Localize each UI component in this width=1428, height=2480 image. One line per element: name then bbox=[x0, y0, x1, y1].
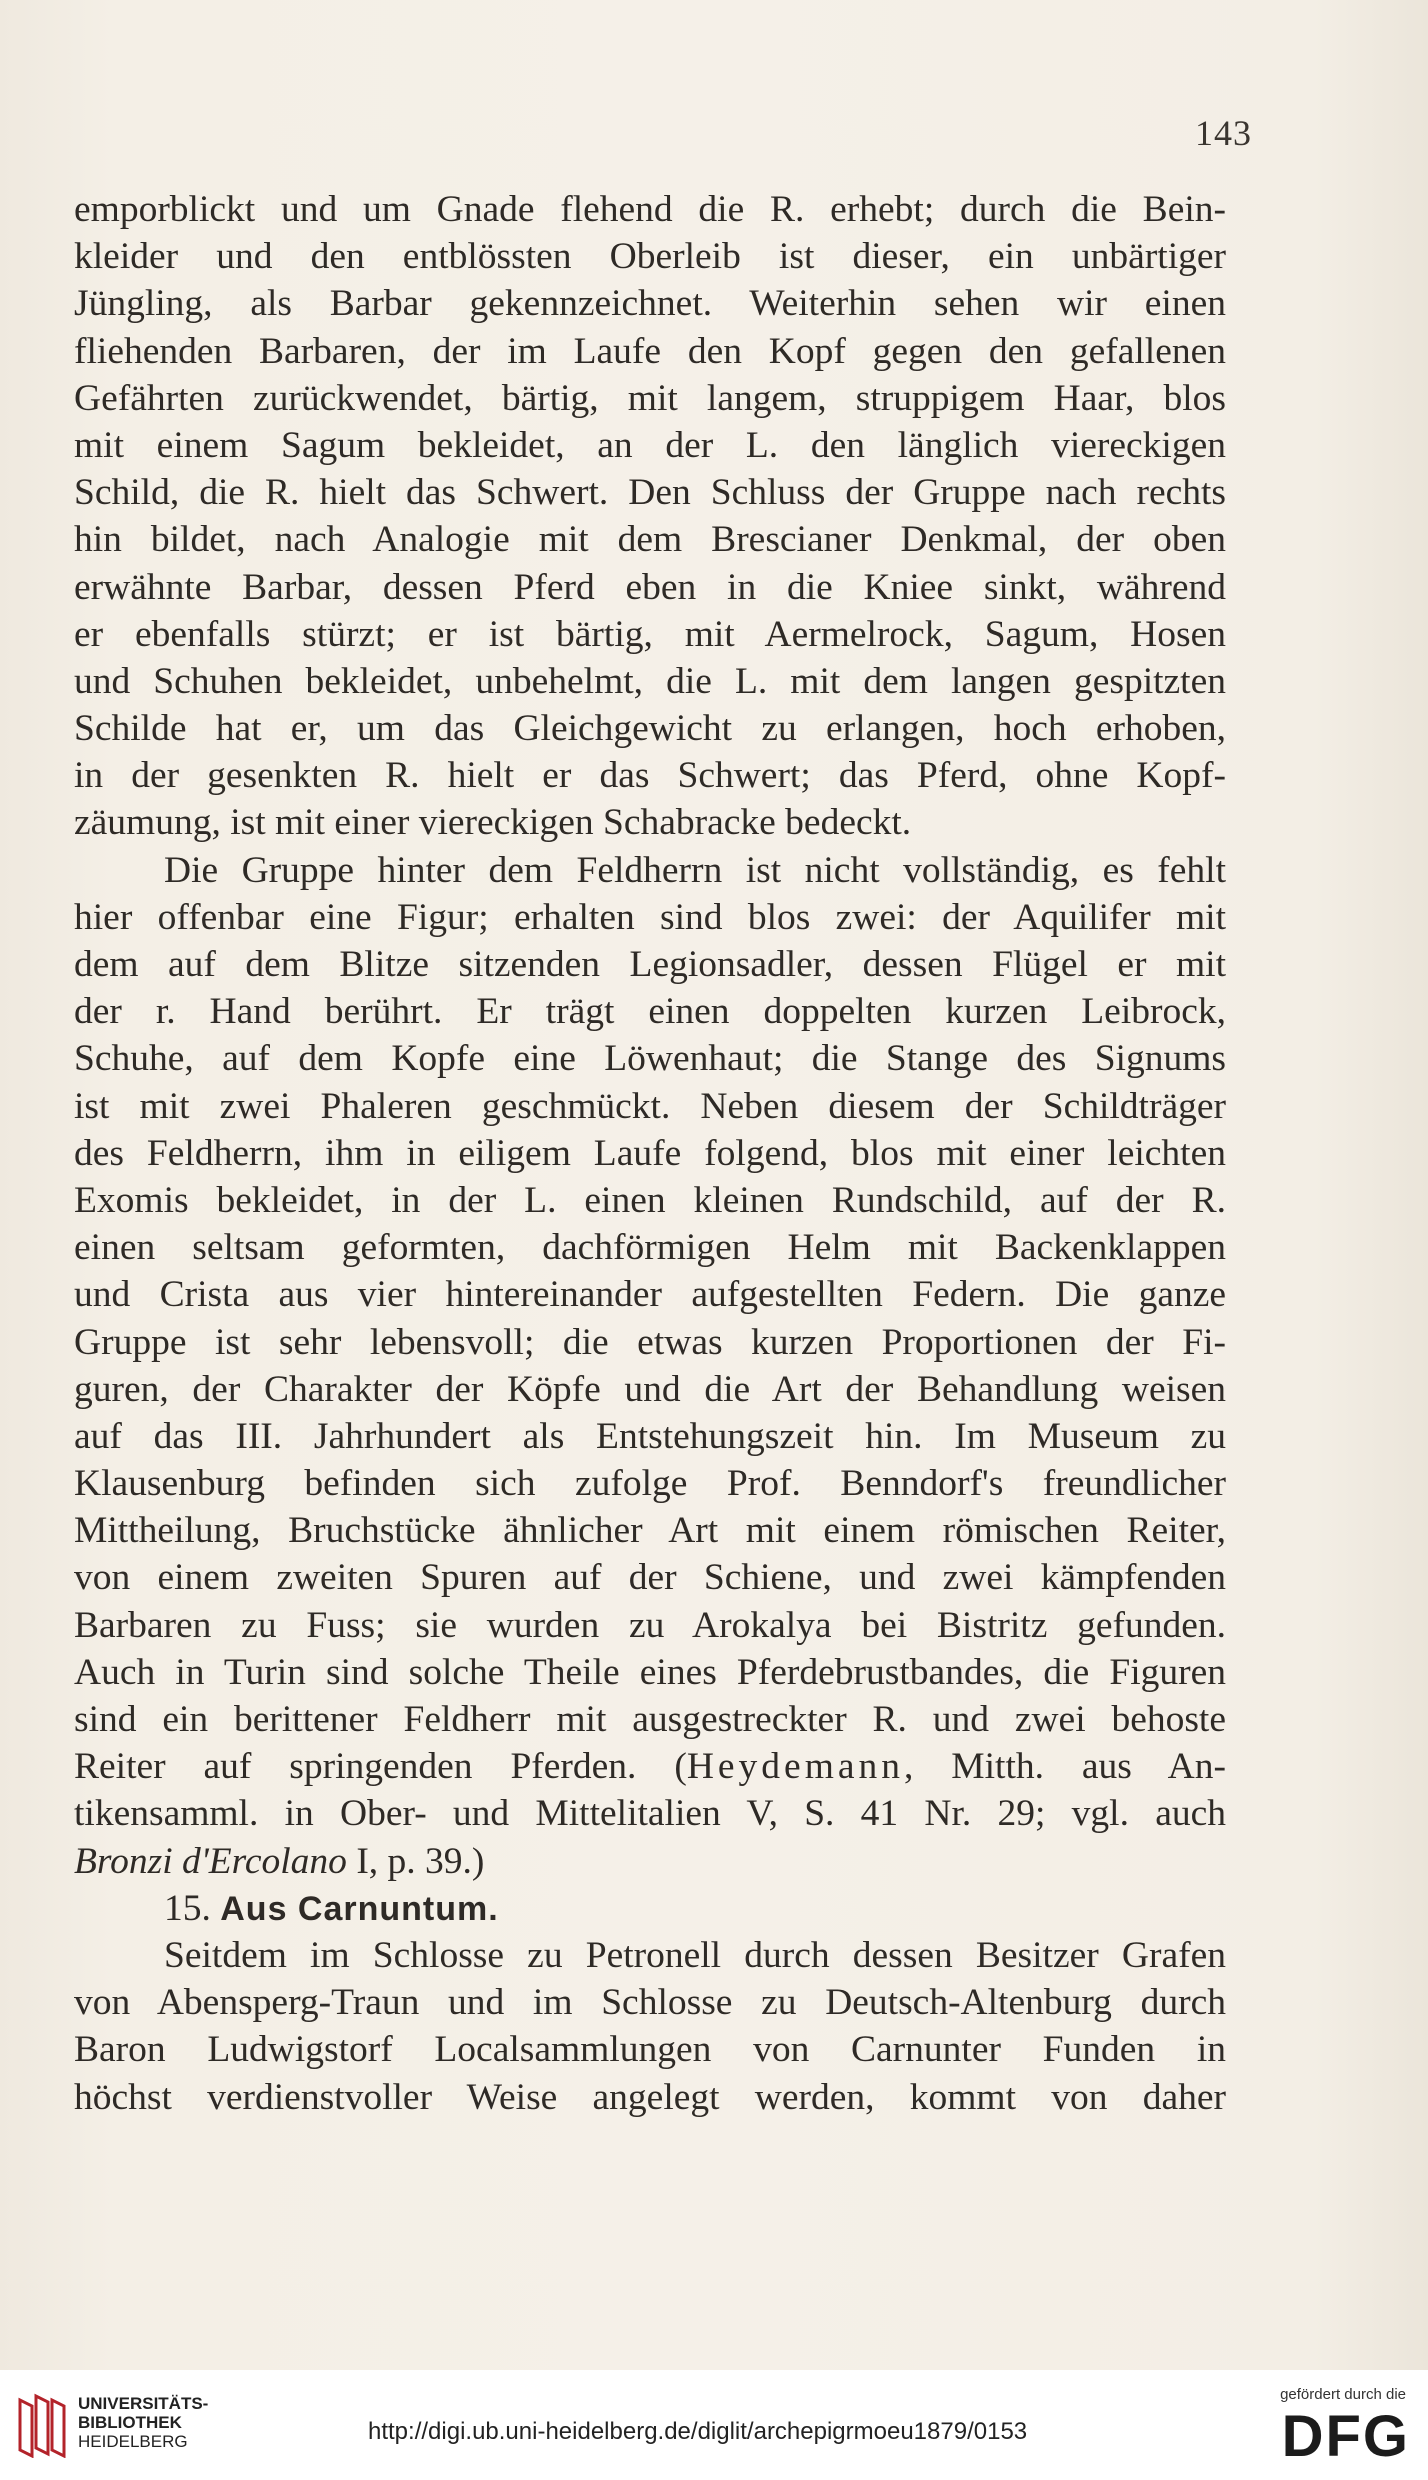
permalink-url[interactable]: http://digi.ub.uni-heidelberg.de/diglit/archepigrmoeu1879/0153 bbox=[368, 2418, 1028, 2445]
text-line: auf das III. Jahrhundert als Entstehungszeit hin. Im Museum zu bbox=[74, 1415, 1226, 1457]
text-line: Gruppe ist sehr lebensvoll; die etwas kurzen Proportionen der Fi- bbox=[74, 1321, 1226, 1363]
text-line: der r. Hand berührt. Er trägt einen doppelten kurzen Leibrock, bbox=[74, 991, 1226, 1033]
text-line: von Abensperg-Traun und im Schlosse zu Deutsch-Altenburg durch bbox=[74, 1982, 1226, 2024]
text-line: und Schuhen bekleidet, unbehelmt, die L. mit dem langen gespitzten bbox=[74, 660, 1226, 702]
text-line: hin bildet, nach Analogie mit dem Brescianer Denkmal, der oben bbox=[74, 519, 1226, 561]
page-number: 143 bbox=[1195, 113, 1252, 153]
text-line: tikensamml. in Ober- und Mittelitalien V, S. 41 Nr. 29; vgl. auch bbox=[74, 1793, 1226, 1835]
text-line: kleider und den entblössten Oberleib ist dieser, ein unbärtiger bbox=[74, 236, 1226, 278]
reference-rest: I, p. 39.) bbox=[356, 1840, 485, 1882]
text-line: Schild, die R. hielt das Schwert. Den Schluss der Gruppe nach rechts bbox=[74, 472, 1226, 514]
dfg-logo: DFG bbox=[1281, 2404, 1410, 2469]
section-title: Aus Carnuntum. bbox=[220, 1889, 499, 1928]
institution-line: HEIDELBERG bbox=[78, 2432, 188, 2451]
text-line: Die Gruppe hinter dem Feldherrn ist nicht vollständig, es fehlt bbox=[164, 849, 1226, 891]
text-line: in der gesenkten R. hielt er das Schwert; das Pferd, ohne Kopf- bbox=[74, 755, 1226, 797]
text-line: Schuhe, auf dem Kopfe eine Löwenhaut; die Stange des Signums bbox=[74, 1038, 1226, 1080]
text-line: Baron Ludwigstorf Localsammlungen von Carnunter Funden in bbox=[74, 2029, 1226, 2071]
institution-name bbox=[78, 2394, 208, 2451]
text-line: sind ein berittener Feldherr mit ausgestreckter R. und zwei behoste bbox=[74, 1699, 1226, 1740]
text-line: Auch in Turin sind solche Theile eines Pferdebrustbandes, die Figuren bbox=[74, 1651, 1226, 1693]
text-line: Gefährten zurückwendet, bärtig, mit langem, struppigem Haar, blos bbox=[74, 377, 1226, 419]
text-line: er ebenfalls stürzt; er ist bärtig, mit Aermelrock, Sagum, Hosen bbox=[74, 613, 1226, 655]
text-line: hier offenbar eine Figur; erhalten sind blos zwei: der Aquilifer mit bbox=[74, 896, 1226, 938]
section-number: 15. bbox=[164, 1887, 211, 1929]
text-line: ist mit zwei Phaleren geschmückt. Neben diesem der Schildträger bbox=[74, 1085, 1226, 1127]
italic-title: Bronzi d'Ercolano bbox=[74, 1840, 347, 1882]
text-line: Mittheilung, Bruchstücke ähnlicher Art mit einem römischen Reiter, bbox=[74, 1510, 1226, 1552]
citation-lead: Reiter auf springenden Pferden. bbox=[74, 1746, 637, 1788]
text-line: erwähnte Barbar, dessen Pferd eben in die Kniee sinkt, während bbox=[74, 566, 1226, 608]
text-line: Jüngling, als Barbar gekennzeichnet. Weiterhin sehen wir einen bbox=[74, 283, 1226, 325]
text-line-reference bbox=[74, 1838, 1226, 1885]
text-line: Exomis bekleidet, in der L. einen kleinen Rundschild, auf der R. bbox=[74, 1179, 1226, 1221]
citation-open: ( bbox=[674, 1746, 687, 1788]
text-line-citation bbox=[74, 1743, 1226, 1790]
author-name: Heydemann bbox=[686, 1746, 905, 1788]
funded-by-label: gefördert durch die bbox=[1280, 2386, 1406, 2403]
text-line: zäumung, ist mit einer viereckigen Schabracke bedeckt. bbox=[74, 802, 912, 844]
institution-line: UNIVERSITÄTS- bbox=[78, 2394, 209, 2413]
footer-bar bbox=[0, 2370, 1428, 2480]
text-line: Klausenburg befinden sich zufolge Prof. Benndorf's freundlicher bbox=[74, 1463, 1226, 1505]
text-line: Seitdem im Schlosse zu Petronell durch dessen Besitzer Grafen bbox=[164, 1934, 1226, 1976]
citation-rest: , Mitth. aus An- bbox=[904, 1746, 1226, 1788]
text-line: dem auf dem Blitze sitzenden Legionsadler, dessen Flügel er mit bbox=[74, 944, 1226, 985]
text-line: Barbaren zu Fuss; sie wurden zu Arokalya bei Bistritz gefunden. bbox=[74, 1604, 1226, 1646]
text-line: des Feldherrn, ihm in eiligem Laufe folgend, blos mit einer leichten bbox=[74, 1132, 1226, 1174]
text-line: mit einem Sagum bekleidet, an der L. den länglich viereckigen bbox=[74, 424, 1226, 466]
text-line: fliehenden Barbaren, der im Laufe den Kopf gegen den gefallenen bbox=[74, 330, 1226, 372]
text-line: von einem zweiten Spuren auf der Schiene, und zwei kämpfenden bbox=[74, 1557, 1226, 1599]
text-line: höchst verdienstvoller Weise angelegt werden, kommt von daher bbox=[74, 2076, 1226, 2118]
text-line: einen seltsam geformten, dachförmigen Helm mit Backenklappen bbox=[74, 1227, 1226, 1269]
section-heading bbox=[74, 1885, 1226, 1932]
university-logo-icon bbox=[14, 2392, 70, 2458]
text-line: emporblickt und um Gnade flehend die R. erhebt; durch die Bein- bbox=[74, 189, 1226, 230]
text-line: und Crista aus vier hintereinander aufgestellten Federn. Die ganze bbox=[74, 1274, 1226, 1316]
body-text bbox=[74, 186, 1226, 2121]
text-line: Schilde hat er, um das Gleichgewicht zu erlangen, hoch erhoben, bbox=[74, 708, 1226, 750]
institution-line: BIBLIOTHEK bbox=[78, 2413, 182, 2432]
text-line: guren, der Charakter der Köpfe und die Art der Behandlung weisen bbox=[74, 1368, 1226, 1410]
